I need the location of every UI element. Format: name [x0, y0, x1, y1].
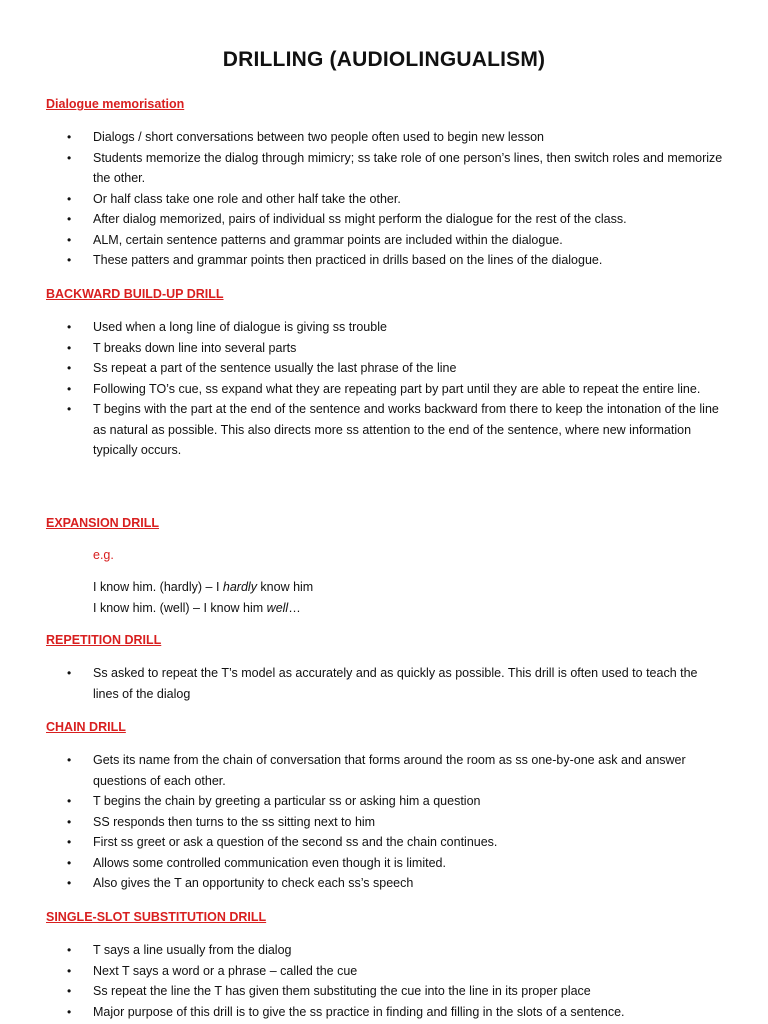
list-item	[46, 940, 726, 961]
list-item-text: Allows some controlled communication even though it is limited.	[93, 855, 446, 870]
list-item-text: SS responds then turns to the ss sitting next to him	[93, 814, 376, 829]
bullet-icon: •	[67, 212, 72, 226]
list-item-text: T breaks down line into several parts	[93, 340, 297, 355]
list-item-text: Ss asked to repeat the T’s model as accurately and as quickly as possible. This drill is often used to teach the lines of the dialog	[93, 666, 698, 701]
list-item	[46, 832, 726, 853]
bullet-icon: •	[67, 402, 72, 416]
list-item-text: Major purpose of this drill is to give the ss practice in finding and filling in the slots of a sentence.	[93, 1004, 625, 1019]
list-item-text: Or half class take one role and other half take the other.	[93, 191, 401, 206]
bullet-icon: •	[67, 130, 72, 144]
bullet-icon: •	[67, 361, 72, 375]
bullet-icon: •	[67, 794, 72, 808]
bullet-icon: •	[67, 320, 72, 334]
bullet-icon: •	[67, 340, 72, 355]
bullet-icon: •	[67, 943, 72, 957]
bullet-icon: •	[67, 232, 72, 247]
heading-chain-drill: CHAIN DRILL	[46, 720, 126, 734]
bullet-icon: •	[67, 753, 72, 767]
list-item	[46, 791, 726, 812]
page-title: DRILLING (AUDIOLINGUALISM)	[222, 48, 546, 71]
list-item	[46, 148, 726, 189]
list-item-text: ALM, certain sentence patterns and grammar points are included within the dialogue.	[93, 232, 563, 247]
bullet-icon: •	[67, 876, 72, 890]
list-item	[46, 189, 726, 210]
example-line-2	[93, 598, 301, 618]
list-item-text: Ss repeat the line the T has given them substituting the cue into the line in its proper place	[93, 984, 591, 998]
list-item	[46, 812, 726, 833]
bullet-icon: •	[67, 150, 72, 165]
bullet-icon: •	[67, 963, 72, 978]
list-item-text: Students memorize the dialog through mimicry; ss take role of one person’s lines, then switch roles and memorize the other.	[93, 150, 723, 185]
heading-expansion-drill: EXPANSION DRILL	[46, 516, 159, 530]
list-item-text: Also gives the T an opportunity to check each ss’s speech	[93, 876, 414, 890]
list-item	[46, 379, 726, 400]
heading-backward-build-up-drill: BACKWARD BUILD-UP DRILL	[46, 287, 224, 301]
list-chain	[46, 750, 726, 894]
list-item	[46, 230, 726, 251]
list-item	[46, 981, 726, 1002]
list-item	[46, 873, 726, 894]
list-item	[46, 338, 726, 359]
list-item-text: Used when a long line of dialogue is giving ss trouble	[93, 320, 387, 334]
bullet-icon: •	[67, 253, 72, 267]
example-line-1	[93, 577, 313, 597]
bullet-icon: •	[67, 666, 72, 680]
list-item-text: Following TO’s cue, ss expand what they are repeating part by part until they are able to repeat the entire line.	[93, 381, 701, 396]
list-item-text: T begins the chain by greeting a particular ss or asking him a question	[93, 794, 481, 808]
bullet-icon: •	[67, 855, 72, 870]
heading-dialogue-memorisation: Dialogue memorisation	[46, 97, 185, 111]
list-single-slot	[46, 940, 726, 1022]
list-backward	[46, 317, 726, 461]
list-dialogue	[46, 127, 726, 271]
list-item	[46, 358, 726, 379]
bullet-icon: •	[67, 191, 72, 206]
list-item-text: Next T says a word or a phrase – called the cue	[93, 963, 358, 978]
list-item	[46, 317, 726, 338]
list-item-text: These patters and grammar points then practiced in drills based on the lines of the dialogue.	[93, 253, 603, 267]
list-repetition	[46, 663, 726, 704]
list-item	[46, 853, 726, 874]
list-item-text: Gets its name from the chain of conversation that forms around the room as ss one-by-one ask and answer questions of each other.	[93, 753, 686, 788]
heading-single-slot-substitution-drill: SINGLE-SLOT SUBSTITUTION DRILL	[46, 910, 267, 924]
example-1-after: know him	[256, 580, 314, 594]
list-item	[46, 250, 726, 271]
list-item	[46, 399, 726, 461]
example-1-emphasis: hardly	[222, 580, 257, 594]
example-2-before: I know him. (well) – I know him	[93, 601, 267, 615]
example-1-before: I know him. (hardly) – I	[93, 580, 223, 594]
list-item-text: First ss greet or ask a question of the second ss and the chain continues.	[93, 835, 498, 849]
bullet-icon: •	[67, 835, 72, 849]
bullet-icon: •	[67, 814, 72, 829]
example-2-emphasis: well	[266, 601, 289, 615]
example-2-after: …	[288, 601, 301, 615]
list-item	[46, 209, 726, 230]
list-item	[46, 750, 726, 791]
list-item-text: Dialogs / short conversations between two people often used to begin new lesson	[93, 130, 544, 144]
list-item-text: T begins with the part at the end of the sentence and works backward from there to keep the intonation of the line as natural as possible. This also directs more ss attention to the end of the sentence, where new information typically occurs.	[93, 402, 719, 457]
list-item-text: T says a line usually from the dialog	[93, 943, 292, 957]
list-item	[46, 127, 726, 148]
heading-repetition-drill: REPETITION DRILL	[46, 633, 162, 647]
list-item	[46, 961, 726, 982]
bullet-icon: •	[67, 1004, 72, 1019]
bullet-icon: •	[67, 984, 72, 998]
list-item	[46, 1002, 726, 1023]
eg-label: e.g.	[93, 548, 114, 562]
list-item-text: Ss repeat a part of the sentence usually the last phrase of the line	[93, 361, 457, 375]
list-item-text: After dialog memorized, pairs of individual ss might perform the dialogue for the rest of the class.	[93, 212, 627, 226]
bullet-icon: •	[67, 381, 72, 396]
list-item	[46, 663, 726, 704]
